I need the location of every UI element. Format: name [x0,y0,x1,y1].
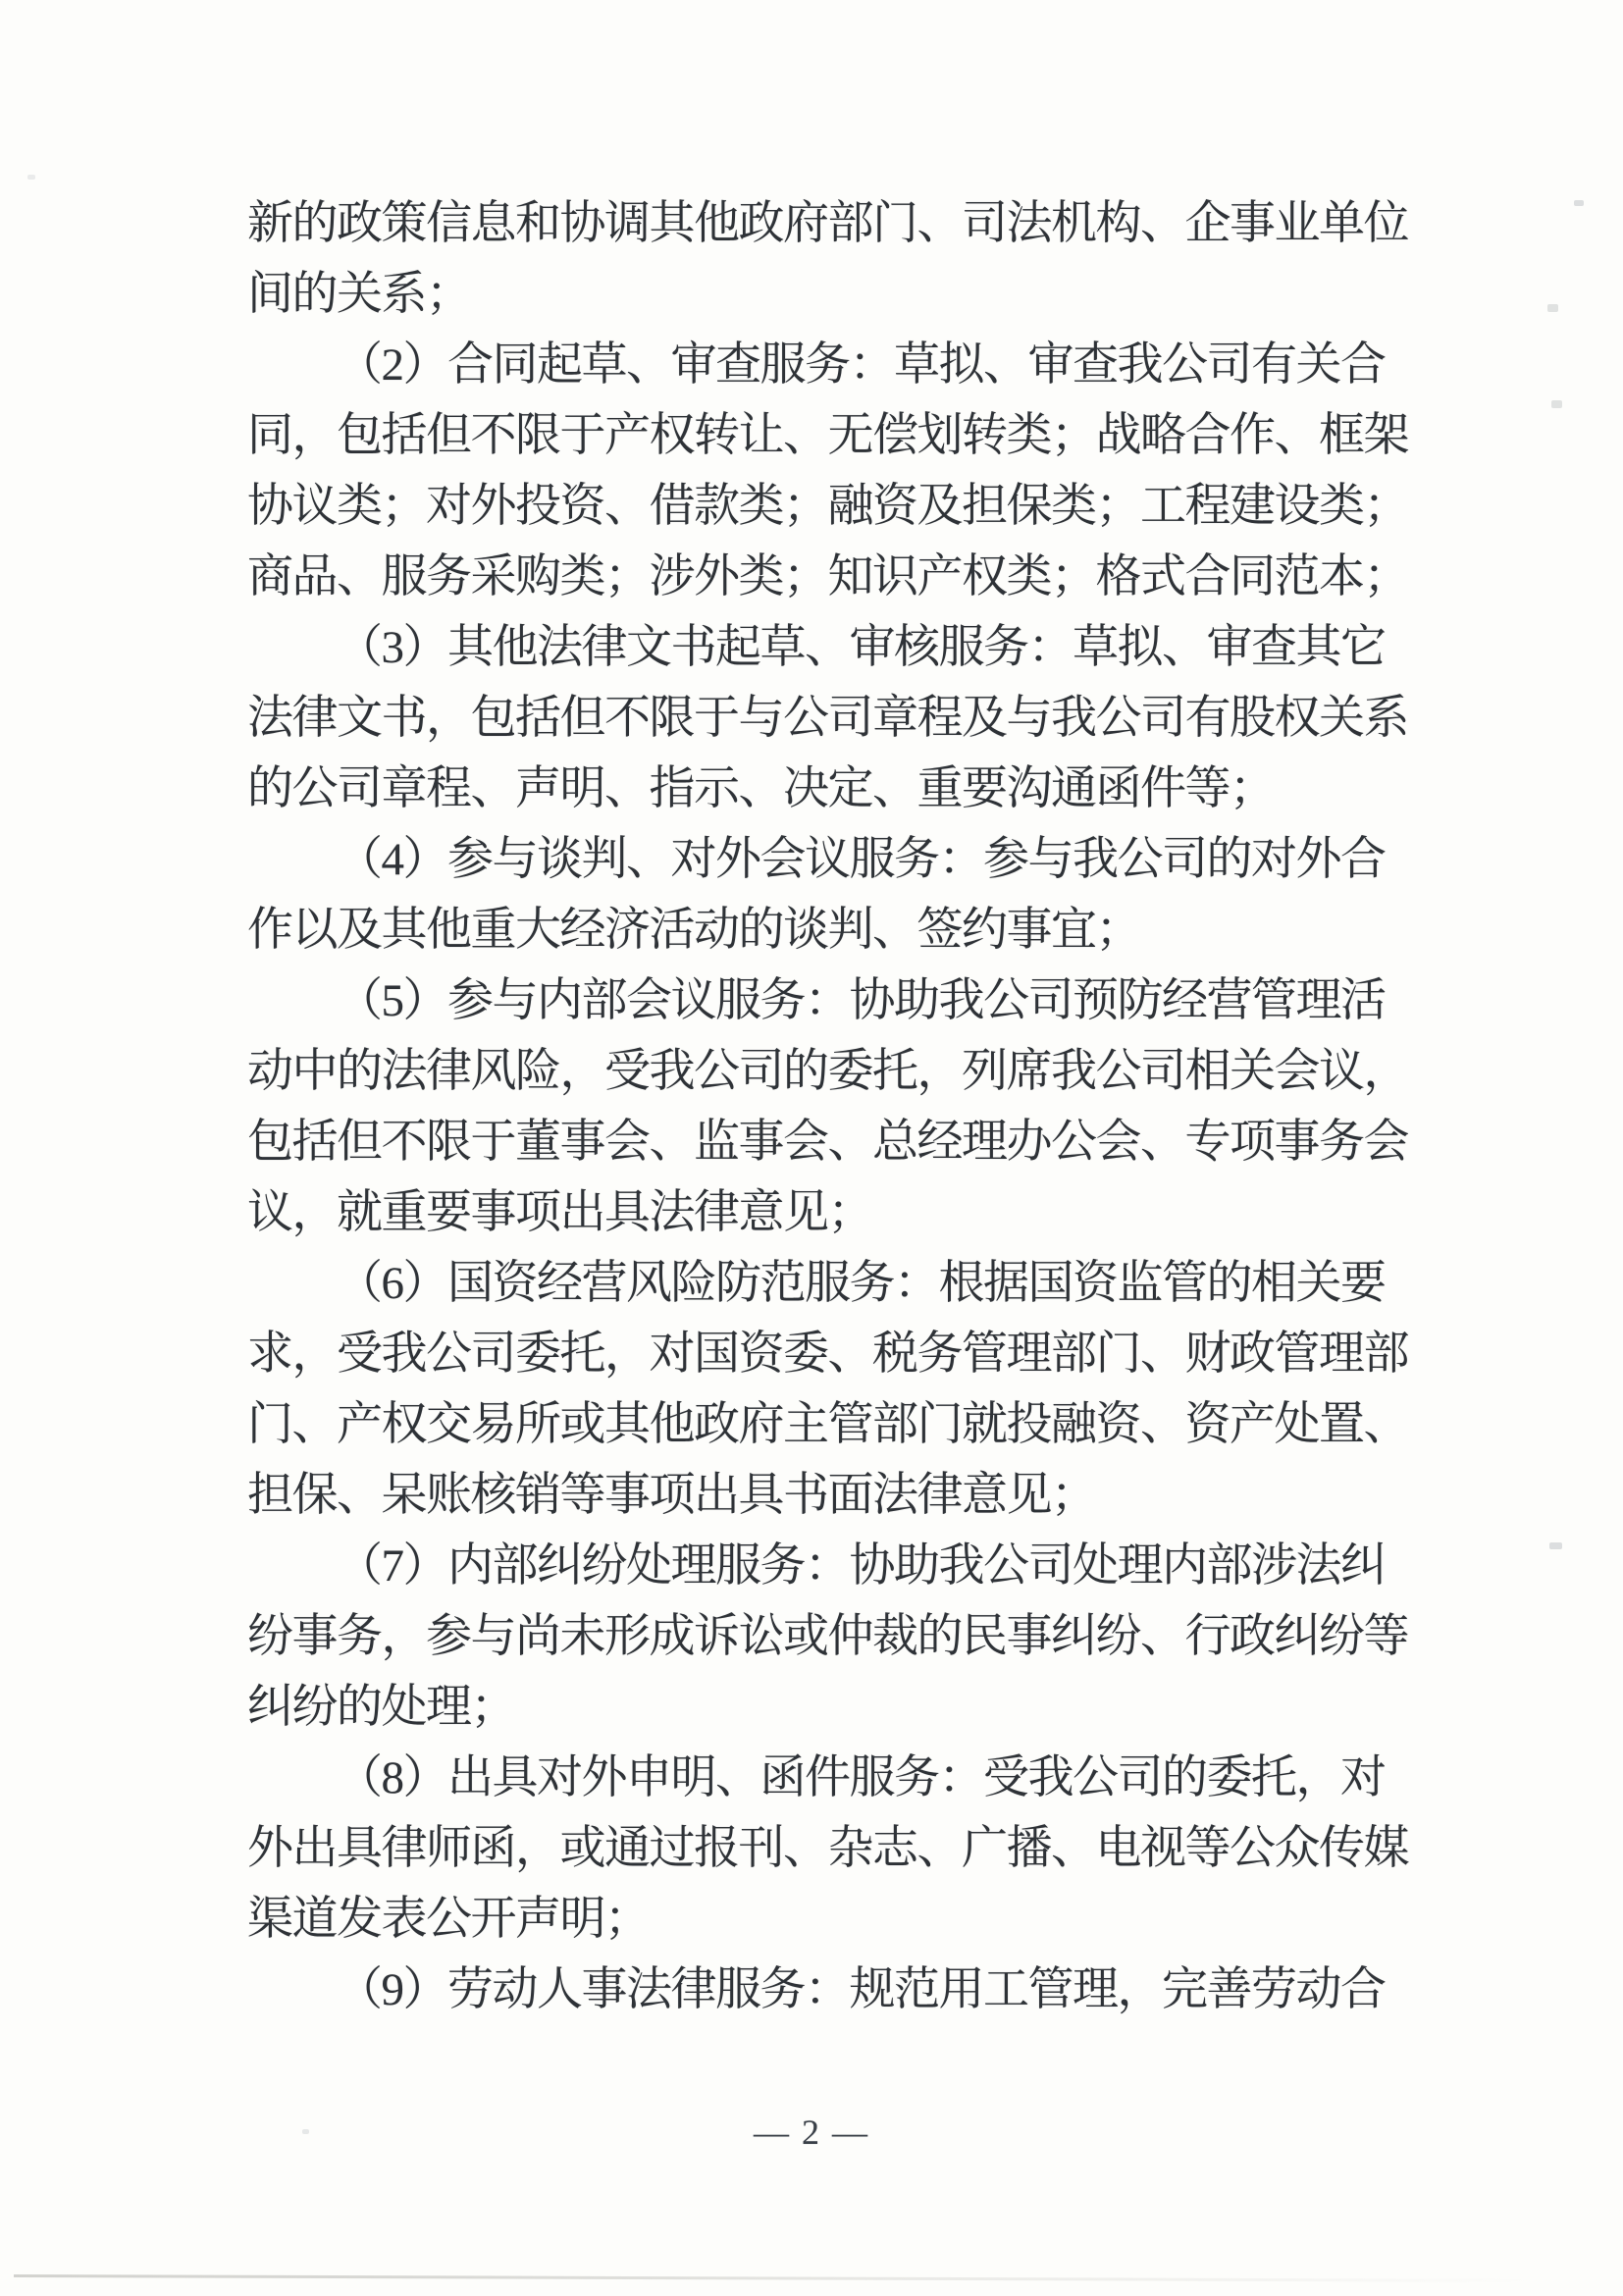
text-line: 纠纷的处理； [247,1682,515,1733]
text-line: 新的政策信息和协调其他政府部门、司法机构、企事业单位 [247,198,1408,249]
text-line: （2）合同起草、审查服务：草拟、审查我公司有关合 [337,339,1386,391]
scan-artifact [1549,1542,1562,1549]
scan-artifact [1574,200,1584,206]
text-line: （5）参与内部会议服务：协助我公司预防经营管理活 [337,975,1386,1026]
text-line: （6）国资经营风险防范服务：根据国资监管的相关要 [337,1258,1386,1309]
scan-artifact [1551,400,1562,408]
text-line: 外出具律师函，或通过报刊、杂志、广播、电视等公众传媒 [247,1823,1408,1874]
text-line: 商品、服务采购类；涉外类；知识产权类；格式合同范本； [247,551,1408,602]
text-line: 间的关系； [247,269,471,320]
document-text [247,188,1425,2025]
text-line: 动中的法律风险，受我公司的委托，列席我公司相关会议， [247,1046,1408,1097]
scan-artifact [1547,304,1558,312]
scan-artifact [27,175,35,180]
page-number: — 2 — [754,2113,869,2152]
text-line: 纷事务，参与尚未形成诉讼或仲裁的民事纠纷、行政纠纷等 [247,1611,1408,1662]
text-line: 门、产权交易所或其他政府主管部门就投融资、资产处置、 [247,1399,1408,1450]
text-line: （9）劳动人事法律服务：规范用工管理，完善劳动合 [337,1964,1386,2015]
text-line: （8）出具对外申明、函件服务：受我公司的委托，对 [337,1752,1386,1803]
text-line: （4）参与谈判、对外会议服务：参与我公司的对外合 [337,834,1386,885]
text-line: 求，受我公司委托，对国资委、税务管理部门、财政管理部 [247,1329,1408,1380]
text-line: 的公司章程、声明、指示、决定、重要沟通函件等； [247,763,1275,814]
text-line: 法律文书，包括但不限于与公司章程及与我公司有股权关系 [247,693,1408,744]
text-line: 作以及其他重大经济活动的谈判、签约事宜； [247,905,1140,956]
text-line: 包括但不限于董事会、监事会、总经理办公会、专项事务会 [247,1117,1408,1168]
scan-artifact [302,2129,309,2134]
text-line: 同，包括但不限于产权转让、无偿划转类；战略合作、框架 [247,410,1408,461]
text-line: （3）其他法律文书起草、审核服务：草拟、审查其它 [337,622,1386,673]
scan-edge-line [14,2274,1533,2282]
text-line: （7）内部纠纷处理服务：协助我公司处理内部涉法纠 [337,1540,1386,1592]
text-line: 协议类；对外投资、借款类；融资及担保类；工程建设类； [247,481,1408,532]
text-line: 渠道发表公开声明； [247,1894,650,1945]
text-line: 议，就重要事项出具法律意见； [247,1187,872,1238]
text-line: 担保、呆账核销等事项出具书面法律意见； [247,1470,1096,1521]
